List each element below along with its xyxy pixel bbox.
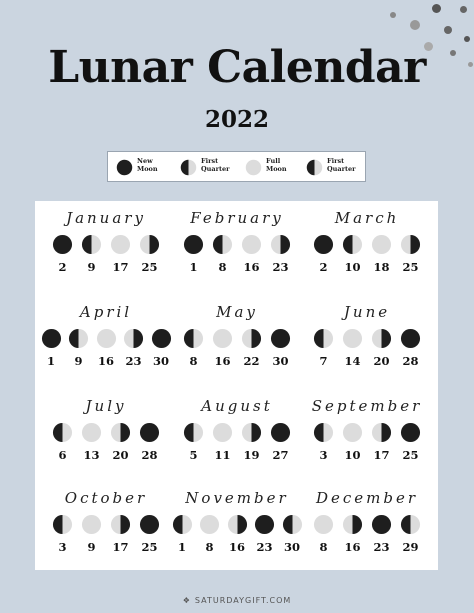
moon-phase-full bbox=[312, 514, 336, 554]
month-december bbox=[308, 489, 426, 559]
first-moon-icon bbox=[52, 514, 73, 535]
moon-phase-new bbox=[269, 328, 293, 368]
phase-day: 1 bbox=[189, 260, 198, 274]
phase-day: 11 bbox=[214, 448, 231, 462]
phase-day: 9 bbox=[87, 540, 96, 554]
legend-label bbox=[137, 158, 158, 173]
phase-day: 28 bbox=[402, 354, 419, 368]
month-april bbox=[46, 303, 169, 373]
moon-phase-last bbox=[269, 234, 293, 274]
last-moon-icon bbox=[241, 328, 262, 349]
moon-phase-last bbox=[138, 234, 162, 274]
phase-legend bbox=[107, 151, 366, 182]
page-year: 2022 bbox=[204, 106, 269, 133]
moon-phase-last bbox=[240, 422, 264, 462]
phase-day: 8 bbox=[218, 260, 227, 274]
moon-phase-first bbox=[182, 422, 206, 462]
last-moon-icon bbox=[227, 514, 248, 535]
new-moon-icon bbox=[371, 514, 392, 535]
phase-day: 16 bbox=[243, 260, 260, 274]
month-february bbox=[178, 209, 296, 279]
month-name: August bbox=[201, 397, 273, 415]
phase-day: 25 bbox=[402, 448, 419, 462]
phase-day: 27 bbox=[272, 448, 289, 462]
phase-day: 29 bbox=[402, 540, 419, 554]
new-moon-icon bbox=[41, 328, 62, 349]
month-name: February bbox=[190, 209, 284, 227]
month-name: April bbox=[79, 303, 133, 321]
legend-label-line-1: New bbox=[137, 157, 153, 165]
moon-phase-full bbox=[341, 328, 365, 368]
phase-day: 10 bbox=[344, 448, 361, 462]
full-moon-icon bbox=[212, 422, 233, 443]
phase-day: 23 bbox=[125, 354, 142, 368]
moon-phase-full bbox=[370, 234, 394, 274]
month-may bbox=[178, 303, 296, 373]
legend-label bbox=[327, 158, 356, 173]
moon-phase-new bbox=[399, 422, 423, 462]
full-moon-icon bbox=[241, 234, 262, 255]
month-name: May bbox=[216, 303, 258, 321]
last-moon-icon bbox=[110, 422, 131, 443]
last-moon-icon bbox=[110, 514, 131, 535]
moon-phase-new bbox=[39, 328, 63, 368]
moon-phase-first bbox=[280, 514, 304, 554]
legend-label-line-2: Moon bbox=[266, 164, 287, 173]
full-moon-icon bbox=[313, 514, 334, 535]
new-moon-icon bbox=[151, 328, 172, 349]
phase-day: 17 bbox=[112, 540, 129, 554]
moon-phase-first bbox=[51, 514, 75, 554]
first-moon-icon bbox=[342, 234, 363, 255]
new-moon-icon bbox=[139, 514, 160, 535]
full-moon-icon bbox=[81, 514, 102, 535]
moon-phase-last bbox=[341, 514, 365, 554]
phase-day: 22 bbox=[243, 354, 260, 368]
moon-phase-new bbox=[253, 514, 277, 554]
moon-phase-first bbox=[312, 328, 336, 368]
month-march bbox=[308, 209, 426, 279]
month-name: November bbox=[185, 489, 289, 507]
first-moon-icon bbox=[180, 159, 197, 176]
moon-phase-full bbox=[94, 328, 118, 368]
month-january bbox=[47, 209, 165, 279]
moon-phase-last bbox=[399, 234, 423, 274]
legend-label bbox=[266, 158, 287, 173]
month-name: July bbox=[85, 397, 127, 415]
first-moon-icon bbox=[306, 159, 323, 176]
page-title: Lunar Calendar bbox=[48, 42, 426, 93]
full-moon-icon bbox=[371, 234, 392, 255]
moon-phase-last bbox=[122, 328, 146, 368]
phase-day: 3 bbox=[58, 540, 67, 554]
phase-day: 2 bbox=[319, 260, 328, 274]
phase-day: 23 bbox=[256, 540, 273, 554]
legend-label-line-1: Full bbox=[266, 157, 281, 165]
moon-phase-new bbox=[370, 514, 394, 554]
full-moon-icon bbox=[212, 328, 233, 349]
phase-day: 17 bbox=[373, 448, 390, 462]
moon-phase-last bbox=[370, 328, 394, 368]
month-name: September bbox=[311, 397, 423, 415]
full-moon-icon bbox=[342, 328, 363, 349]
first-moon-icon bbox=[212, 234, 233, 255]
last-moon-icon bbox=[241, 422, 262, 443]
first-moon-icon bbox=[313, 422, 334, 443]
moon-phase-full bbox=[80, 422, 104, 462]
moon-phase-first bbox=[312, 422, 336, 462]
phase-day: 28 bbox=[141, 448, 158, 462]
phase-day: 25 bbox=[402, 260, 419, 274]
phase-day: 10 bbox=[344, 260, 361, 274]
phase-day: 25 bbox=[141, 260, 158, 274]
phase-day: 9 bbox=[74, 354, 83, 368]
moon-phase-last bbox=[109, 514, 133, 554]
last-moon-icon bbox=[123, 328, 144, 349]
legend-label-line-1: First bbox=[327, 157, 345, 165]
moon-phase-full bbox=[240, 234, 264, 274]
phase-day: 8 bbox=[189, 354, 198, 368]
footer-brand bbox=[0, 596, 474, 605]
last-moon-icon bbox=[139, 234, 160, 255]
moon-phase-full bbox=[211, 422, 235, 462]
legend-label-line-1: First bbox=[201, 157, 219, 165]
legend-label-line-2: Moon bbox=[137, 164, 158, 173]
full-moon-icon bbox=[245, 159, 262, 176]
moon-phase-first bbox=[399, 514, 423, 554]
new-moon-icon bbox=[270, 328, 291, 349]
phase-day: 1 bbox=[46, 354, 55, 368]
full-moon-icon bbox=[110, 234, 131, 255]
month-september bbox=[308, 397, 426, 467]
phase-day: 9 bbox=[87, 260, 96, 274]
moon-phase-full bbox=[341, 422, 365, 462]
new-moon-icon bbox=[270, 422, 291, 443]
first-moon-icon bbox=[52, 422, 73, 443]
phase-day: 17 bbox=[112, 260, 129, 274]
first-moon-icon bbox=[400, 514, 421, 535]
new-moon-icon bbox=[400, 328, 421, 349]
moon-phase-new bbox=[312, 234, 336, 274]
new-moon-icon bbox=[254, 514, 275, 535]
moon-phase-new bbox=[51, 234, 75, 274]
moon-phase-first bbox=[170, 514, 194, 554]
month-name: January bbox=[66, 209, 146, 227]
phase-day: 8 bbox=[319, 540, 328, 554]
phase-day: 20 bbox=[112, 448, 129, 462]
last-moon-icon bbox=[371, 422, 392, 443]
moon-phase-last bbox=[225, 514, 249, 554]
first-moon-icon bbox=[183, 328, 204, 349]
moon-phase-full bbox=[211, 328, 235, 368]
phase-day: 23 bbox=[373, 540, 390, 554]
new-moon-icon bbox=[400, 422, 421, 443]
phase-day: 3 bbox=[319, 448, 328, 462]
new-moon-icon bbox=[313, 234, 334, 255]
moon-phase-full bbox=[80, 514, 104, 554]
gift-icon: ❖ bbox=[182, 596, 191, 605]
phase-day: 19 bbox=[243, 448, 260, 462]
last-moon-icon bbox=[371, 328, 392, 349]
month-june bbox=[308, 303, 426, 373]
phase-day: 7 bbox=[319, 354, 328, 368]
moon-phase-new bbox=[399, 328, 423, 368]
phase-day: 18 bbox=[373, 260, 390, 274]
new-moon-icon bbox=[116, 159, 133, 176]
legend-label bbox=[201, 158, 230, 173]
moon-phase-new bbox=[149, 328, 173, 368]
first-moon-icon bbox=[68, 328, 89, 349]
last-moon-icon bbox=[270, 234, 291, 255]
month-name: March bbox=[334, 209, 400, 227]
moon-phase-first bbox=[67, 328, 91, 368]
phase-day: 16 bbox=[214, 354, 231, 368]
full-moon-icon bbox=[96, 328, 117, 349]
month-august bbox=[178, 397, 296, 467]
moon-phase-last bbox=[109, 422, 133, 462]
phase-day: 6 bbox=[58, 448, 67, 462]
full-moon-icon bbox=[342, 422, 363, 443]
moon-phase-last bbox=[240, 328, 264, 368]
phase-day: 30 bbox=[152, 354, 169, 368]
phase-day: 16 bbox=[97, 354, 114, 368]
full-moon-icon bbox=[199, 514, 220, 535]
first-moon-icon bbox=[81, 234, 102, 255]
moon-phase-first bbox=[80, 234, 104, 274]
phase-day: 23 bbox=[272, 260, 289, 274]
moon-phase-new bbox=[182, 234, 206, 274]
phase-day: 2 bbox=[58, 260, 67, 274]
moon-phase-full bbox=[198, 514, 222, 554]
moon-phase-first bbox=[51, 422, 75, 462]
phase-day: 13 bbox=[83, 448, 100, 462]
phase-day: 30 bbox=[283, 540, 300, 554]
month-name: December bbox=[315, 489, 419, 507]
legend-label-line-2: Quarter bbox=[201, 164, 230, 173]
phase-day: 1 bbox=[177, 540, 186, 554]
moon-phase-last bbox=[370, 422, 394, 462]
phase-day: 16 bbox=[344, 540, 361, 554]
phase-day: 8 bbox=[205, 540, 214, 554]
phase-day: 16 bbox=[228, 540, 245, 554]
phase-day: 5 bbox=[189, 448, 198, 462]
phase-day: 25 bbox=[141, 540, 158, 554]
legend-label-line-2: Quarter bbox=[327, 164, 356, 173]
full-moon-icon bbox=[81, 422, 102, 443]
phase-day: 20 bbox=[373, 354, 390, 368]
moon-phase-first bbox=[211, 234, 235, 274]
last-moon-icon bbox=[400, 234, 421, 255]
new-moon-icon bbox=[52, 234, 73, 255]
calendar-card bbox=[35, 201, 438, 570]
first-moon-icon bbox=[282, 514, 303, 535]
moon-phase-first bbox=[341, 234, 365, 274]
moon-phase-first bbox=[182, 328, 206, 368]
month-november bbox=[177, 489, 300, 559]
month-name: October bbox=[64, 489, 148, 507]
first-moon-icon bbox=[183, 422, 204, 443]
month-july bbox=[47, 397, 165, 467]
phase-day: 14 bbox=[344, 354, 361, 368]
moon-phase-new bbox=[138, 514, 162, 554]
moon-phase-new bbox=[269, 422, 293, 462]
month-name: June bbox=[343, 303, 391, 321]
first-moon-icon bbox=[313, 328, 334, 349]
first-moon-icon bbox=[172, 514, 193, 535]
moon-phase-full bbox=[109, 234, 133, 274]
moon-phase-new bbox=[138, 422, 162, 462]
new-moon-icon bbox=[183, 234, 204, 255]
month-october bbox=[47, 489, 165, 559]
last-moon-icon bbox=[342, 514, 363, 535]
footer-brand-label: SATURDAYGIFT.COM bbox=[194, 596, 292, 605]
new-moon-icon bbox=[139, 422, 160, 443]
phase-day: 30 bbox=[272, 354, 289, 368]
